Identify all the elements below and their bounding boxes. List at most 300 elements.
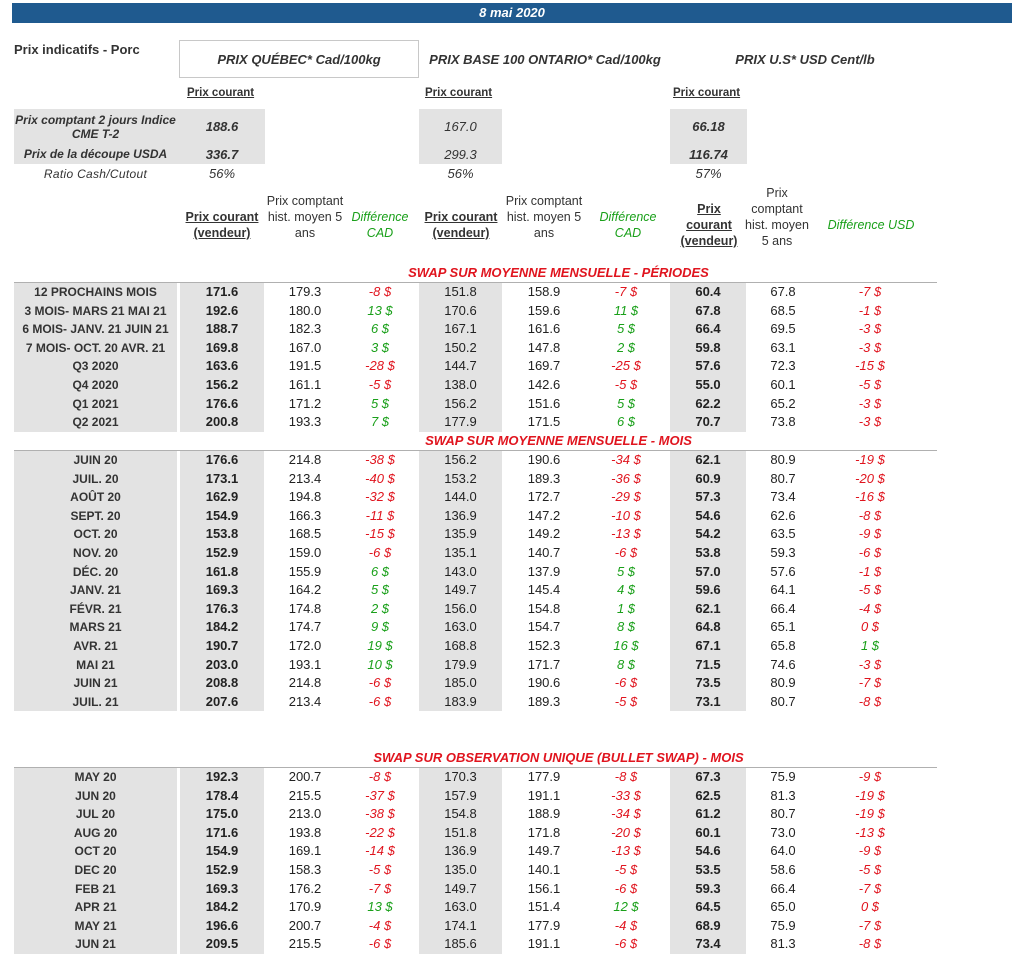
quebec-current-cell: 176.3 <box>205 600 239 616</box>
quebec-hist-cell: 193.8 <box>288 824 322 840</box>
quebec-current-cell: 209.5 <box>205 936 239 952</box>
ontario-diff-cell: 4 $ <box>616 582 636 598</box>
us-hist-cell: 81.3 <box>770 936 796 952</box>
us-current-cell: 54.2 <box>695 526 721 542</box>
ontario-diff-cell: -10 $ <box>611 507 641 523</box>
quebec-prix-courant-label: Prix courant <box>187 87 255 99</box>
us-current-cell: 62.1 <box>695 452 721 467</box>
us-current-cell: 59.6 <box>695 582 721 598</box>
quebec-current-cell: 162.9 <box>205 489 239 505</box>
ontario-current-cell: 185.6 <box>444 936 477 952</box>
ontario-current-cell: 143.0 <box>444 563 477 579</box>
us-current-cell: 70.7 <box>695 414 721 430</box>
ontario-diff-cell: -29 $ <box>611 489 641 505</box>
ontario-current-cell: 135.9 <box>444 526 477 542</box>
ontario-current-cell: 156.0 <box>444 600 477 616</box>
us-hist-cell: 65.1 <box>770 619 796 635</box>
ontario-hist-cell: 171.8 <box>527 824 561 840</box>
quebec-diff-cell: 7 $ <box>370 414 390 430</box>
us-prix-courant-label: Prix courant <box>673 87 741 99</box>
quebec-hist-cell: 213.0 <box>288 806 322 822</box>
quebec-diff-cell: -37 $ <box>365 787 395 803</box>
ontario-diff-cell: 12 $ <box>613 899 639 915</box>
quebec-hist-cell: 170.9 <box>288 899 322 915</box>
quebec-diff-cell: 2 $ <box>370 600 390 616</box>
ontario-diff-cell: 11 $ <box>613 302 639 318</box>
section-title: SWAP SUR MOYENNE MENSUELLE - PÉRIODES <box>408 265 709 280</box>
quebec-hist-cell: 214.8 <box>288 675 322 691</box>
quebec-hist-cell: 159.0 <box>288 545 322 560</box>
quebec-diff-cell: 5 $ <box>370 395 390 411</box>
us-hist-cell: 66.4 <box>770 880 796 896</box>
us-hist-cell: 58.6 <box>770 862 796 877</box>
ontario-diff-cell: -7 $ <box>614 284 638 299</box>
ontario-diff-cell: 16 $ <box>613 638 639 653</box>
ontario-diff-cell: 5 $ <box>616 321 636 337</box>
ontario-hist-cell: 171.7 <box>527 656 561 672</box>
us-hist-cell: 63.1 <box>770 339 796 355</box>
us-diff-cell: -20 $ <box>855 470 885 486</box>
ontario-diff-cell: 2 $ <box>616 339 636 355</box>
ontario-current-cell: 163.0 <box>444 899 477 915</box>
us-diff-cell: -8 $ <box>858 507 882 523</box>
ontario-hist-cell: 151.4 <box>527 899 561 915</box>
quebec-hist-cell: 158.3 <box>288 862 322 877</box>
quebec-current-cell: 169.3 <box>205 880 239 896</box>
quebec-current-cell: 163.6 <box>205 358 239 374</box>
ontario-hist-cell: 137.9 <box>527 563 561 579</box>
quebec-current-cell: 200.8 <box>205 414 239 430</box>
us-diff-cell: -1 $ <box>858 563 882 579</box>
ontario-diff-cell: -36 $ <box>611 470 641 486</box>
ontario-diff-header: Différence CAD <box>599 210 657 240</box>
row-label: JUIL. 21 <box>14 693 177 712</box>
ontario-hist-cell: 147.8 <box>527 339 561 355</box>
ontario-current-cell: 163.0 <box>444 619 477 635</box>
quebec-hist-header: Prix comptant hist. moyen 5 ans <box>266 194 344 240</box>
row-label: APR 21 <box>14 898 177 917</box>
quebec-diff-cell: 19 $ <box>367 638 393 653</box>
quebec-diff-cell: 3 $ <box>370 339 390 355</box>
ontario-current-cell: 157.9 <box>444 787 477 803</box>
section-title: SWAP SUR OBSERVATION UNIQUE (BULLET SWAP) - MOIS <box>373 750 744 765</box>
quebec-current-cell: 152.9 <box>205 862 239 877</box>
row-label: JUL 20 <box>14 805 177 824</box>
us-hist-cell: 75.9 <box>770 917 796 933</box>
quebec-hist-cell: 200.7 <box>288 917 322 933</box>
us-hist-cell: 60.1 <box>770 377 796 392</box>
us-hist-header: Prix comptant hist. moyen 5 ans <box>745 186 809 248</box>
quebec-diff-cell: -15 $ <box>365 526 395 542</box>
cash-index-label: Prix comptant 2 jours Indice CME T-2 <box>15 113 176 141</box>
ontario-current-cell: 156.2 <box>444 452 477 467</box>
quebec-current-cell: 188.7 <box>205 321 239 337</box>
quebec-current-cell: 175.0 <box>205 806 239 822</box>
ontario-hist-cell: 191.1 <box>527 936 561 952</box>
us-diff-cell: -3 $ <box>858 656 882 672</box>
us-hist-cell: 74.6 <box>770 656 796 672</box>
quebec-current-cell: 153.8 <box>205 526 239 542</box>
ontario-current-cell: 185.0 <box>444 675 477 691</box>
ontario-prix-courant-label: Prix courant <box>425 87 493 99</box>
quebec-current-cell: 190.7 <box>205 638 239 653</box>
quebec-current-cell: 154.9 <box>205 843 239 859</box>
us-current-cell: 59.3 <box>695 880 721 896</box>
row-label: Q2 2021 <box>14 413 177 432</box>
quebec-hist-cell: 179.3 <box>288 284 322 299</box>
us-diff-cell: -5 $ <box>858 862 882 877</box>
quebec-hist-cell: 174.7 <box>288 619 322 635</box>
us-current-cell: 53.5 <box>695 862 721 877</box>
quebec-diff-cell: 5 $ <box>370 582 390 598</box>
quebec-current-cell: 208.8 <box>205 675 239 691</box>
us-diff-cell: -5 $ <box>858 582 882 598</box>
quebec-cash-value: 188.6 <box>205 119 239 134</box>
ontario-diff-cell: -20 $ <box>611 824 641 840</box>
row-label: JUIN 20 <box>14 451 177 470</box>
us-diff-cell: 0 $ <box>860 619 880 635</box>
us-diff-cell: -7 $ <box>858 675 882 691</box>
ontario-hist-cell: 142.6 <box>527 377 561 392</box>
quebec-diff-cell: -14 $ <box>365 843 395 859</box>
ontario-market-header: PRIX BASE 100 ONTARIO* Cad/100kg <box>429 52 661 67</box>
ontario-hist-cell: 158.9 <box>527 284 561 299</box>
us-diff-cell: -3 $ <box>858 339 882 355</box>
quebec-diff-cell: -6 $ <box>368 936 392 952</box>
us-current-cell: 60.1 <box>695 824 721 840</box>
us-diff-cell: -8 $ <box>858 936 882 952</box>
us-current-cell: 57.0 <box>695 563 721 579</box>
ontario-current-cell: 177.9 <box>444 414 477 430</box>
us-diff-cell: -8 $ <box>858 693 882 709</box>
ontario-hist-cell: 171.5 <box>527 414 561 430</box>
ontario-current-cell: 167.1 <box>444 321 477 337</box>
ontario-diff-cell: -6 $ <box>614 936 638 952</box>
us-hist-cell: 59.3 <box>770 545 796 560</box>
ontario-diff-cell: -6 $ <box>614 675 638 691</box>
ontario-current-cell: 170.6 <box>444 302 477 318</box>
quebec-current-cell: 176.6 <box>205 452 239 467</box>
row-label: FEB 21 <box>14 880 177 899</box>
row-label: 6 MOIS- JANV. 21 JUIN 21 <box>14 320 177 339</box>
us-hist-cell: 80.7 <box>770 806 796 822</box>
quebec-current-cell: 203.0 <box>205 656 239 672</box>
section-title: SWAP SUR MOYENNE MENSUELLE - MOIS <box>425 433 692 448</box>
us-current-cell: 62.5 <box>695 787 721 803</box>
us-hist-cell: 66.4 <box>770 600 796 616</box>
ontario-hist-cell: 172.7 <box>527 489 561 505</box>
ontario-current-cell: 149.7 <box>444 880 477 896</box>
ontario-hist-cell: 159.6 <box>527 302 561 318</box>
us-diff-cell: -13 $ <box>855 824 885 840</box>
us-hist-cell: 62.6 <box>770 507 796 523</box>
ontario-hist-cell: 190.6 <box>527 452 561 467</box>
quebec-diff-cell: -8 $ <box>368 769 392 784</box>
ontario-current-cell: 168.8 <box>444 638 477 653</box>
us-current-cell: 71.5 <box>695 656 721 672</box>
row-label: FÉVR. 21 <box>14 600 177 619</box>
quebec-diff-cell: 9 $ <box>370 619 390 635</box>
ratio-label: Ratio Cash/Cutout <box>43 167 148 181</box>
quebec-hist-cell: 213.4 <box>288 693 322 709</box>
us-diff-cell: -6 $ <box>858 545 882 560</box>
ontario-diff-cell: -4 $ <box>614 917 638 933</box>
ontario-hist-cell: 177.9 <box>527 917 561 933</box>
quebec-diff-cell: -11 $ <box>365 507 395 523</box>
ontario-current-cell: 154.8 <box>444 806 477 822</box>
us-diff-cell: -15 $ <box>855 358 885 374</box>
quebec-hist-cell: 193.3 <box>288 414 322 430</box>
quebec-diff-cell: -38 $ <box>365 452 395 467</box>
us-current-cell: 54.6 <box>695 507 721 523</box>
ontario-hist-cell: 154.7 <box>527 619 561 635</box>
us-diff-cell: -5 $ <box>858 377 882 392</box>
ontario-diff-cell: -13 $ <box>611 843 641 859</box>
quebec-hist-cell: 164.2 <box>288 582 322 598</box>
ontario-diff-cell: -6 $ <box>614 880 638 896</box>
row-label: SEPT. 20 <box>14 507 177 526</box>
row-label: Q4 2020 <box>14 376 177 395</box>
ontario-hist-header: Prix comptant hist. moyen 5 ans <box>505 194 583 240</box>
row-label: 12 PROCHAINS MOIS <box>14 283 177 302</box>
us-cutout-value: 116.74 <box>689 147 728 162</box>
us-diff-cell: -3 $ <box>858 414 882 430</box>
us-current-cell: 62.1 <box>695 600 721 616</box>
ontario-diff-cell: -5 $ <box>614 377 638 392</box>
page-title: Prix indicatifs - Porc <box>14 42 140 57</box>
quebec-diff-cell: -6 $ <box>368 675 392 691</box>
ontario-current-cell: 144.7 <box>444 358 477 374</box>
ontario-hist-cell: 152.3 <box>527 638 561 653</box>
quebec-current-cell: 196.6 <box>205 917 239 933</box>
us-current-cell: 59.8 <box>695 339 721 355</box>
quebec-diff-cell: -8 $ <box>368 284 392 299</box>
us-hist-cell: 73.0 <box>770 824 796 840</box>
us-current-cell: 62.2 <box>695 395 721 411</box>
ontario-hist-cell: 156.1 <box>527 880 561 896</box>
ontario-diff-cell: 5 $ <box>616 395 636 411</box>
quebec-current-cell: 171.6 <box>205 284 239 299</box>
quebec-diff-cell: -40 $ <box>365 470 395 486</box>
ontario-diff-cell: -5 $ <box>614 862 638 877</box>
quebec-hist-cell: 174.8 <box>288 600 322 616</box>
quebec-diff-cell: 6 $ <box>370 563 390 579</box>
us-current-cell: 67.3 <box>695 769 721 784</box>
quebec-market-header: PRIX QUÉBEC* Cad/100kg <box>217 52 381 67</box>
us-diff-cell: -3 $ <box>858 321 882 337</box>
us-current-cell: 73.5 <box>695 675 721 691</box>
us-diff-cell: -19 $ <box>855 787 885 803</box>
us-hist-cell: 57.6 <box>770 563 796 579</box>
us-diff-cell: -7 $ <box>858 880 882 896</box>
us-hist-cell: 73.8 <box>770 414 796 430</box>
row-label: MARS 21 <box>14 618 177 637</box>
us-hist-cell: 81.3 <box>770 787 796 803</box>
us-diff-cell: -3 $ <box>858 395 882 411</box>
cutout-label: Prix de la découpe USDA <box>23 147 168 161</box>
us-hist-cell: 64.1 <box>770 582 796 598</box>
ontario-current-cell: 138.0 <box>444 377 477 392</box>
row-label: AOÛT 20 <box>14 488 177 507</box>
us-current-cell: 68.9 <box>695 917 721 933</box>
quebec-diff-cell: -6 $ <box>368 693 392 709</box>
quebec-hist-cell: 161.1 <box>288 377 322 392</box>
quebec-hist-cell: 200.7 <box>288 769 322 784</box>
us-current-cell: 64.8 <box>695 619 721 635</box>
ontario-current-header: Prix courant (vendeur) <box>424 210 498 240</box>
us-current-cell: 55.0 <box>695 377 721 392</box>
us-diff-cell: 1 $ <box>860 638 880 653</box>
quebec-hist-cell: 168.5 <box>288 526 322 542</box>
ontario-current-cell: 135.1 <box>444 545 477 560</box>
us-current-cell: 67.1 <box>695 638 721 653</box>
us-hist-cell: 80.7 <box>770 470 796 486</box>
us-diff-cell: -4 $ <box>858 600 882 616</box>
us-hist-cell: 80.7 <box>770 693 796 709</box>
us-hist-cell: 65.0 <box>770 899 796 915</box>
us-cash-value: 66.18 <box>692 119 725 134</box>
ontario-current-cell: 144.0 <box>444 489 477 505</box>
us-current-cell: 60.9 <box>695 470 721 486</box>
us-current-cell: 73.4 <box>695 936 721 952</box>
ontario-current-cell: 151.8 <box>444 824 477 840</box>
us-hist-cell: 65.8 <box>770 638 796 653</box>
quebec-hist-cell: 214.8 <box>288 452 322 467</box>
us-diff-header: Différence USD <box>827 218 915 232</box>
row-label: OCT. 20 <box>14 525 177 544</box>
quebec-hist-cell: 215.5 <box>288 936 322 952</box>
quebec-hist-cell: 180.0 <box>288 302 322 318</box>
us-diff-cell: -9 $ <box>858 526 882 542</box>
ontario-hist-cell: 161.6 <box>527 321 561 337</box>
ontario-diff-cell: 8 $ <box>616 619 636 635</box>
quebec-hist-cell: 172.0 <box>288 638 322 653</box>
quebec-diff-cell: -38 $ <box>365 806 395 822</box>
ontario-hist-cell: 140.1 <box>527 862 561 877</box>
row-label: Q3 2020 <box>14 357 177 376</box>
row-label: JUN 21 <box>14 935 177 954</box>
quebec-current-cell: 176.6 <box>205 395 239 411</box>
quebec-current-cell: 173.1 <box>205 470 239 486</box>
quebec-current-cell: 184.2 <box>205 619 239 635</box>
quebec-current-cell: 184.2 <box>205 899 239 915</box>
us-current-cell: 61.2 <box>695 806 721 822</box>
row-label: JUN 20 <box>14 787 177 806</box>
quebec-diff-header: Différence CAD <box>351 210 409 240</box>
row-label: JUIL. 20 <box>14 470 177 489</box>
row-label: 7 MOIS- OCT. 20 AVR. 21 <box>14 339 177 358</box>
ontario-current-cell: 136.9 <box>444 507 477 523</box>
ontario-hist-cell: 147.2 <box>527 507 561 523</box>
us-hist-cell: 68.5 <box>770 302 796 318</box>
us-hist-cell: 63.5 <box>770 526 796 542</box>
us-hist-cell: 80.9 <box>770 452 796 467</box>
row-label: DEC 20 <box>14 861 177 880</box>
ontario-current-cell: 151.8 <box>444 284 477 299</box>
quebec-hist-cell: 166.3 <box>288 507 322 523</box>
row-label: JANV. 21 <box>14 581 177 600</box>
quebec-current-cell: 169.8 <box>205 339 239 355</box>
quebec-current-cell: 192.6 <box>205 302 239 318</box>
quebec-diff-cell: -6 $ <box>368 545 392 560</box>
ontario-hist-cell: 191.1 <box>527 787 561 803</box>
quebec-diff-cell: -5 $ <box>368 862 392 877</box>
quebec-diff-cell: 6 $ <box>370 321 390 337</box>
us-diff-cell: -9 $ <box>858 769 882 784</box>
us-current-cell: 53.8 <box>695 545 721 560</box>
ontario-hist-cell: 177.9 <box>527 769 561 784</box>
ontario-current-cell: 174.1 <box>444 917 477 933</box>
us-hist-cell: 80.9 <box>770 675 796 691</box>
ontario-diff-cell: 6 $ <box>616 414 636 430</box>
ontario-hist-cell: 169.7 <box>527 358 561 374</box>
quebec-current-cell: 156.2 <box>205 377 239 392</box>
row-label: AVR. 21 <box>14 637 177 656</box>
quebec-diff-cell: 13 $ <box>367 302 393 318</box>
quebec-current-cell: 171.6 <box>205 824 239 840</box>
ontario-current-cell: 135.0 <box>444 862 477 877</box>
quebec-diff-cell: -4 $ <box>368 917 392 933</box>
ontario-hist-cell: 190.6 <box>527 675 561 691</box>
quebec-hist-cell: 182.3 <box>288 321 322 337</box>
ontario-diff-cell: 5 $ <box>616 563 636 579</box>
us-diff-cell: -7 $ <box>858 284 882 299</box>
us-diff-cell: 0 $ <box>860 899 880 915</box>
date-banner: 8 mai 2020 <box>12 3 1012 23</box>
us-current-cell: 73.1 <box>695 693 721 709</box>
ontario-hist-cell: 188.9 <box>527 806 561 822</box>
row-label: MAI 21 <box>14 656 177 675</box>
ontario-diff-cell: -13 $ <box>611 526 641 542</box>
ontario-hist-cell: 154.8 <box>527 600 561 616</box>
us-hist-cell: 67.8 <box>770 284 796 299</box>
ontario-hist-cell: 140.7 <box>527 545 561 560</box>
quebec-current-cell: 154.9 <box>205 507 239 523</box>
ontario-hist-cell: 149.7 <box>527 843 561 859</box>
row-label: MAY 21 <box>14 917 177 936</box>
row-label: DÉC. 20 <box>14 563 177 582</box>
quebec-diff-cell: 13 $ <box>367 899 393 915</box>
ontario-diff-cell: 1 $ <box>616 600 636 616</box>
quebec-current-cell: 178.4 <box>205 787 239 803</box>
quebec-hist-cell: 167.0 <box>288 339 322 355</box>
quebec-ratio-value: 56% <box>208 166 236 181</box>
row-label: NOV. 20 <box>14 544 177 563</box>
row-label: 3 MOIS- MARS 21 MAI 21 <box>14 302 177 321</box>
row-label: Q1 2021 <box>14 395 177 414</box>
row-label: OCT 20 <box>14 842 177 861</box>
quebec-hist-cell: 176.2 <box>288 880 322 896</box>
ontario-diff-cell: -8 $ <box>614 769 638 784</box>
quebec-current-cell: 192.3 <box>205 769 239 784</box>
us-hist-cell: 75.9 <box>770 769 796 784</box>
ontario-cash-value: 167.0 <box>444 119 477 134</box>
us-diff-cell: -16 $ <box>855 489 885 505</box>
ontario-diff-cell: -34 $ <box>611 806 641 822</box>
ontario-diff-cell: -6 $ <box>614 545 638 560</box>
quebec-diff-cell: -22 $ <box>365 824 395 840</box>
ontario-current-cell: 150.2 <box>444 339 477 355</box>
quebec-current-cell: 207.6 <box>205 693 239 709</box>
ontario-hist-cell: 149.2 <box>527 526 561 542</box>
ontario-current-cell: 179.9 <box>444 656 477 672</box>
quebec-diff-cell: 10 $ <box>367 656 393 672</box>
ontario-current-cell: 149.7 <box>444 582 477 598</box>
quebec-hist-cell: 194.8 <box>288 489 322 505</box>
row-label: MAY 20 <box>14 768 177 787</box>
us-diff-cell: -19 $ <box>855 806 885 822</box>
ontario-diff-cell: 8 $ <box>616 656 636 672</box>
